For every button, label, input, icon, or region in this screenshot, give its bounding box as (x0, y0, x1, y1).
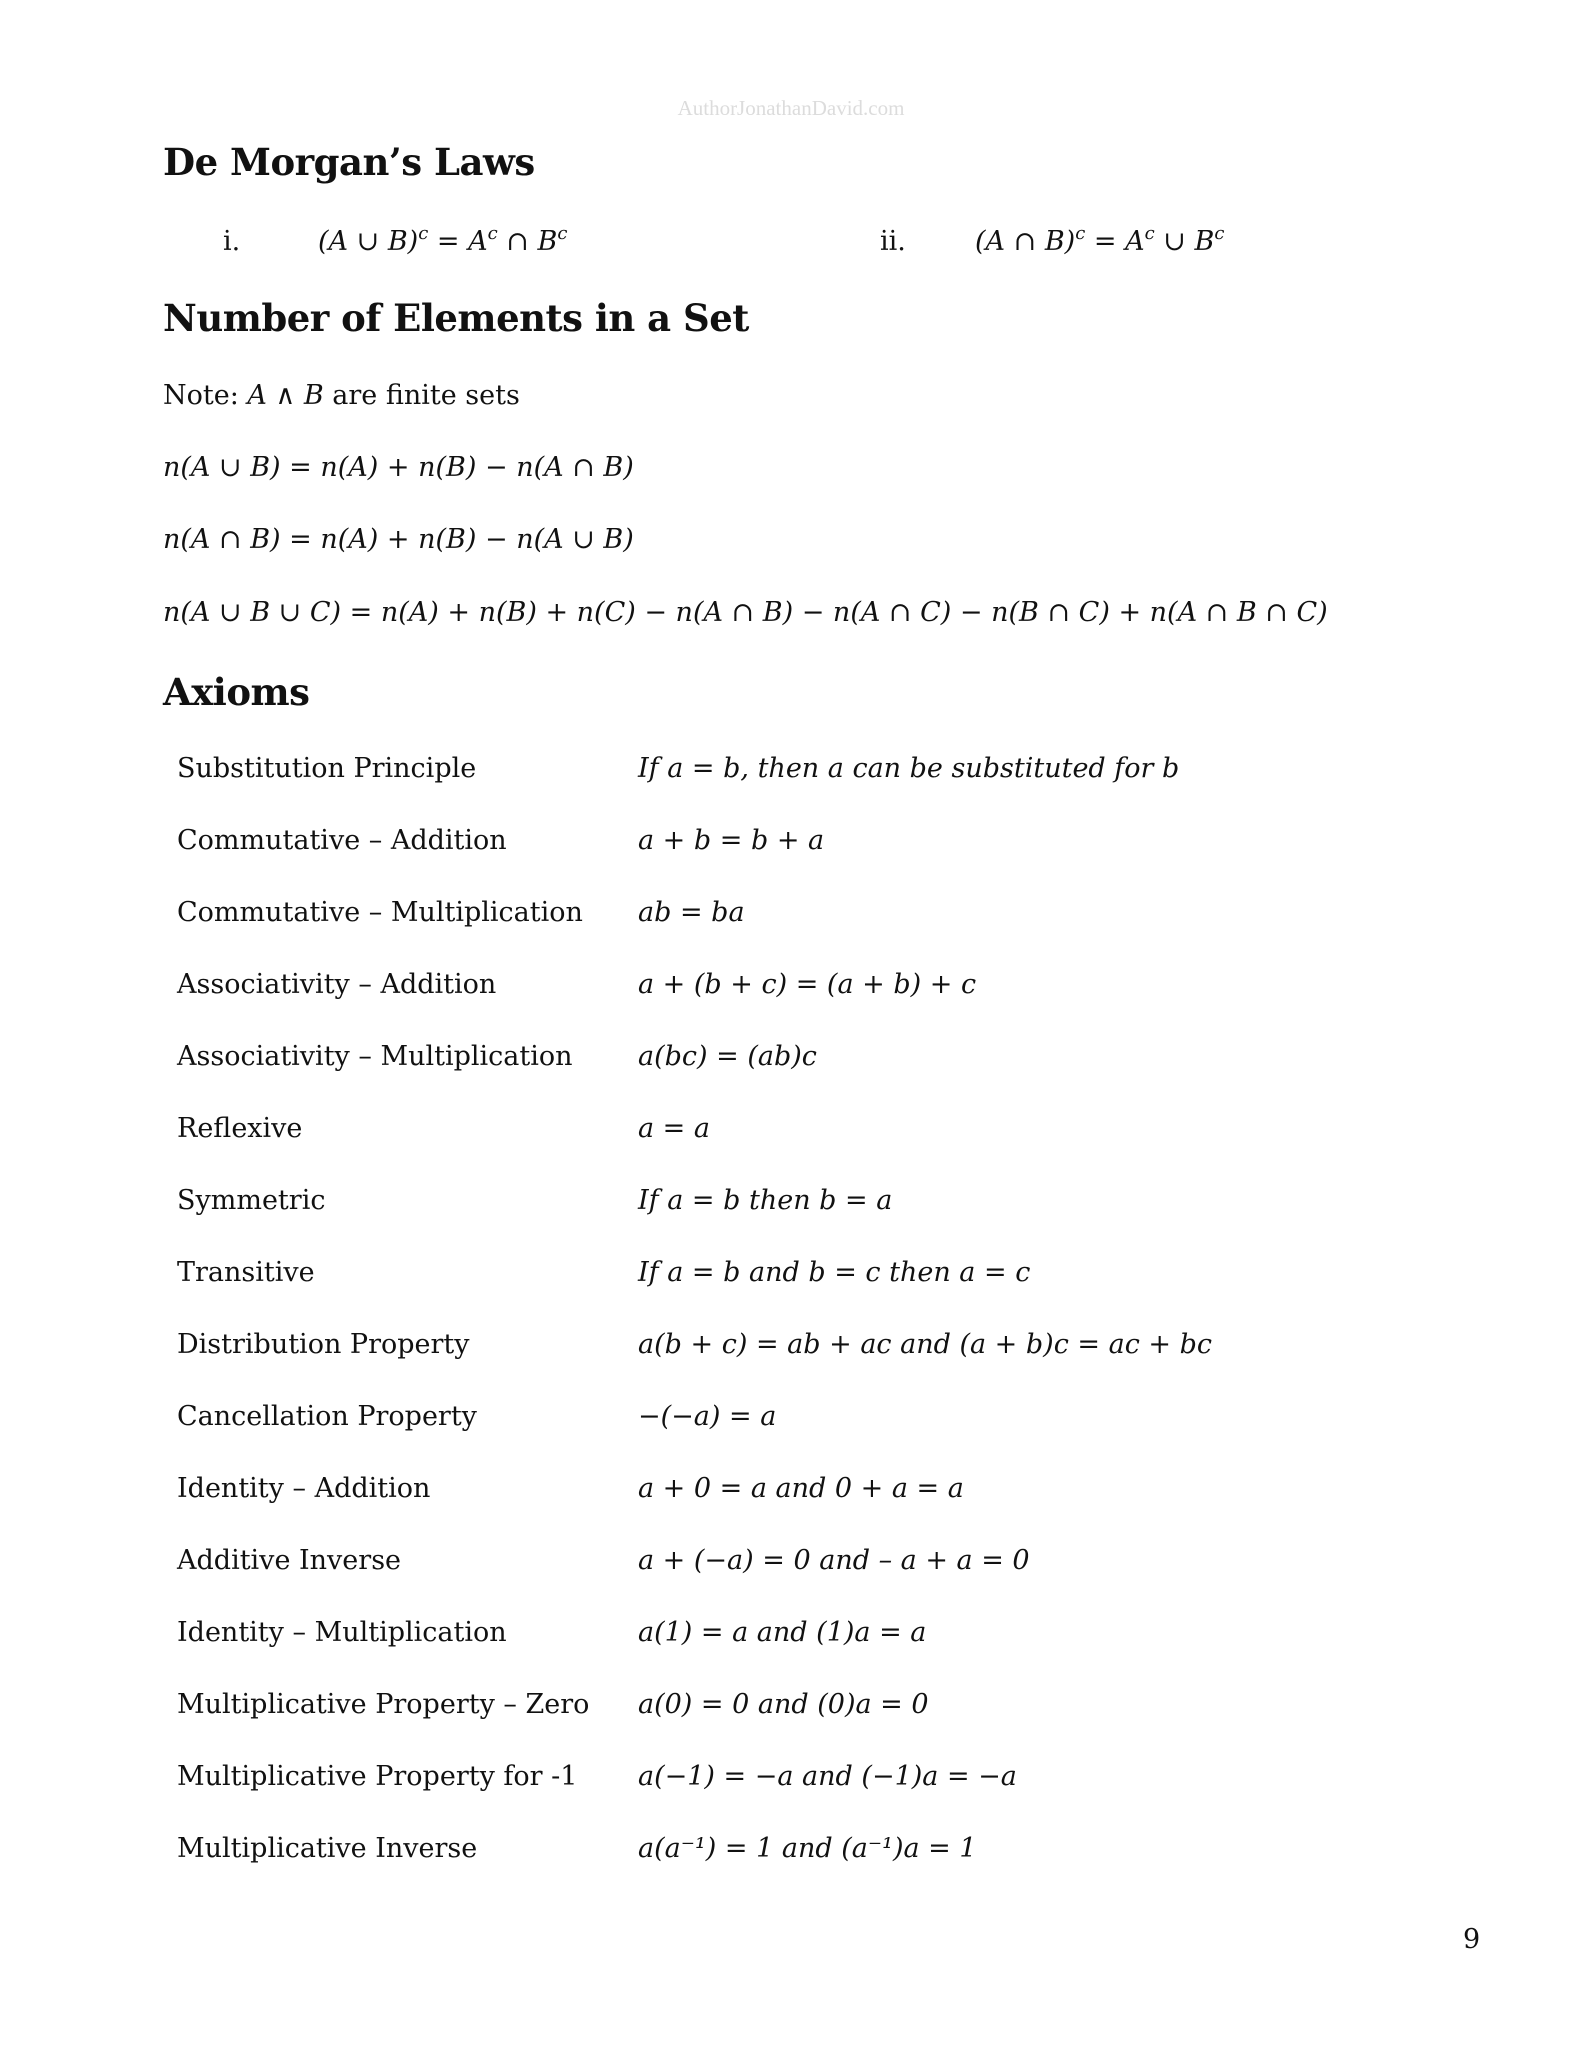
law-op: ∩ B (497, 226, 558, 257)
axiom-name: Associativity – Addition (177, 969, 497, 1000)
axiom-expression: a(−1) = −a and (−1)a = −a (638, 1761, 1017, 1792)
law-number: i. (223, 226, 241, 257)
axiom-name: Multiplicative Property – Zero (177, 1689, 590, 1720)
axiom-expression: a(b + c) = ab + ac and (a + b)c = ac + bc (638, 1329, 1213, 1360)
page-number: 9 (1463, 1924, 1481, 1955)
axiom-expression: a(0) = 0 and (0)a = 0 (638, 1689, 929, 1720)
note-math: A ∧ B (247, 380, 324, 411)
axiom-name: Multiplicative Inverse (177, 1833, 478, 1864)
axiom-name: Commutative – Addition (177, 825, 507, 856)
law-mid-sup: c (1144, 223, 1155, 244)
note-suffix: are finite sets (323, 380, 520, 411)
axiom-name: Identity – Multiplication (177, 1617, 507, 1648)
axiom-name: Identity – Addition (177, 1473, 431, 1504)
axiom-expression: a = a (638, 1113, 710, 1144)
law-mid: = A (428, 226, 488, 257)
axiom-expression: a(bc) = (ab)c (638, 1041, 817, 1072)
axiom-expression: a(a⁻¹) = 1 and (a⁻¹)a = 1 (638, 1833, 977, 1864)
axiom-expression: If a = b then b = a (638, 1185, 893, 1216)
watermark: AuthorJonathanDavid.com (677, 96, 905, 120)
law-lhs: (A ∩ B) (975, 226, 1076, 257)
axiom-row (177, 1689, 1417, 1729)
axiom-expression: a(1) = a and (1)a = a (638, 1617, 927, 1648)
axiom-row (177, 1473, 1417, 1513)
axiom-row (177, 1833, 1417, 1873)
axiom-name: Commutative – Multiplication (177, 897, 583, 928)
law-mid: = A (1085, 226, 1145, 257)
axiom-row (177, 1185, 1417, 1225)
law-number: ii. (880, 226, 906, 257)
axiom-expression: ab = ba (638, 897, 745, 928)
axiom-name: Cancellation Property (177, 1401, 477, 1432)
axiom-name: Distribution Property (177, 1329, 470, 1360)
demorgan-law-2 (880, 223, 1225, 257)
axiom-row (177, 1113, 1417, 1153)
axiom-row (177, 1761, 1417, 1801)
elements-title: Number of Elements in a Set (163, 296, 749, 340)
axiom-name: Transitive (177, 1257, 315, 1288)
axiom-row (177, 1257, 1417, 1297)
axiom-name: Substitution Principle (177, 753, 477, 784)
axiom-row (177, 825, 1417, 865)
law-lhs: (A ∪ B) (318, 226, 419, 257)
law-lhs-sup: c (1075, 223, 1086, 244)
axioms-title: Axioms (163, 670, 310, 714)
axiom-row (177, 1041, 1417, 1081)
axiom-expression: a + (b + c) = (a + b) + c (638, 969, 977, 1000)
formula-intersection: n(A ∩ B) = n(A) + n(B) − n(A ∪ B) (163, 524, 634, 555)
axiom-name: Multiplicative Property for -1 (177, 1761, 578, 1792)
axiom-expression: a + (−a) = 0 and – a + a = 0 (638, 1545, 1030, 1576)
axiom-expression: If a = b and b = c then a = c (638, 1257, 1031, 1288)
axiom-row (177, 753, 1417, 793)
axiom-row (177, 969, 1417, 1009)
axiom-name: Additive Inverse (177, 1545, 402, 1576)
law-op: ∪ B (1154, 226, 1215, 257)
axiom-row (177, 1329, 1417, 1369)
axiom-expression: a + 0 = a and 0 + a = a (638, 1473, 964, 1504)
axiom-name: Reflexive (177, 1113, 303, 1144)
formula-three-sets: n(A ∪ B ∪ C) = n(A) + n(B) + n(C) − n(A ∩ B) − n(A ∩ C) − n(B ∩ C) + n(A ∩ B ∩ C) (163, 597, 1328, 628)
demorgan-title: De Morgan’s Laws (163, 140, 535, 184)
axiom-name: Associativity – Multiplication (177, 1041, 573, 1072)
axiom-expression: a + b = b + a (638, 825, 825, 856)
law-rhs-sup: c (1214, 223, 1225, 244)
axiom-row (177, 897, 1417, 937)
axiom-expression: If a = b, then a can be substituted for b (638, 753, 1180, 784)
law-lhs-sup: c (418, 223, 429, 244)
axiom-row (177, 1617, 1417, 1657)
axiom-expression: −(−a) = a (638, 1401, 777, 1432)
law-mid-sup: c (487, 223, 498, 244)
axiom-name: Symmetric (177, 1185, 326, 1216)
law-rhs-sup: c (557, 223, 568, 244)
note-line (163, 380, 520, 411)
demorgan-law-1 (223, 223, 568, 257)
note-prefix: Note: (163, 380, 248, 411)
axiom-row (177, 1401, 1417, 1441)
formula-union: n(A ∪ B) = n(A) + n(B) − n(A ∩ B) (163, 452, 634, 483)
axiom-row (177, 1545, 1417, 1585)
